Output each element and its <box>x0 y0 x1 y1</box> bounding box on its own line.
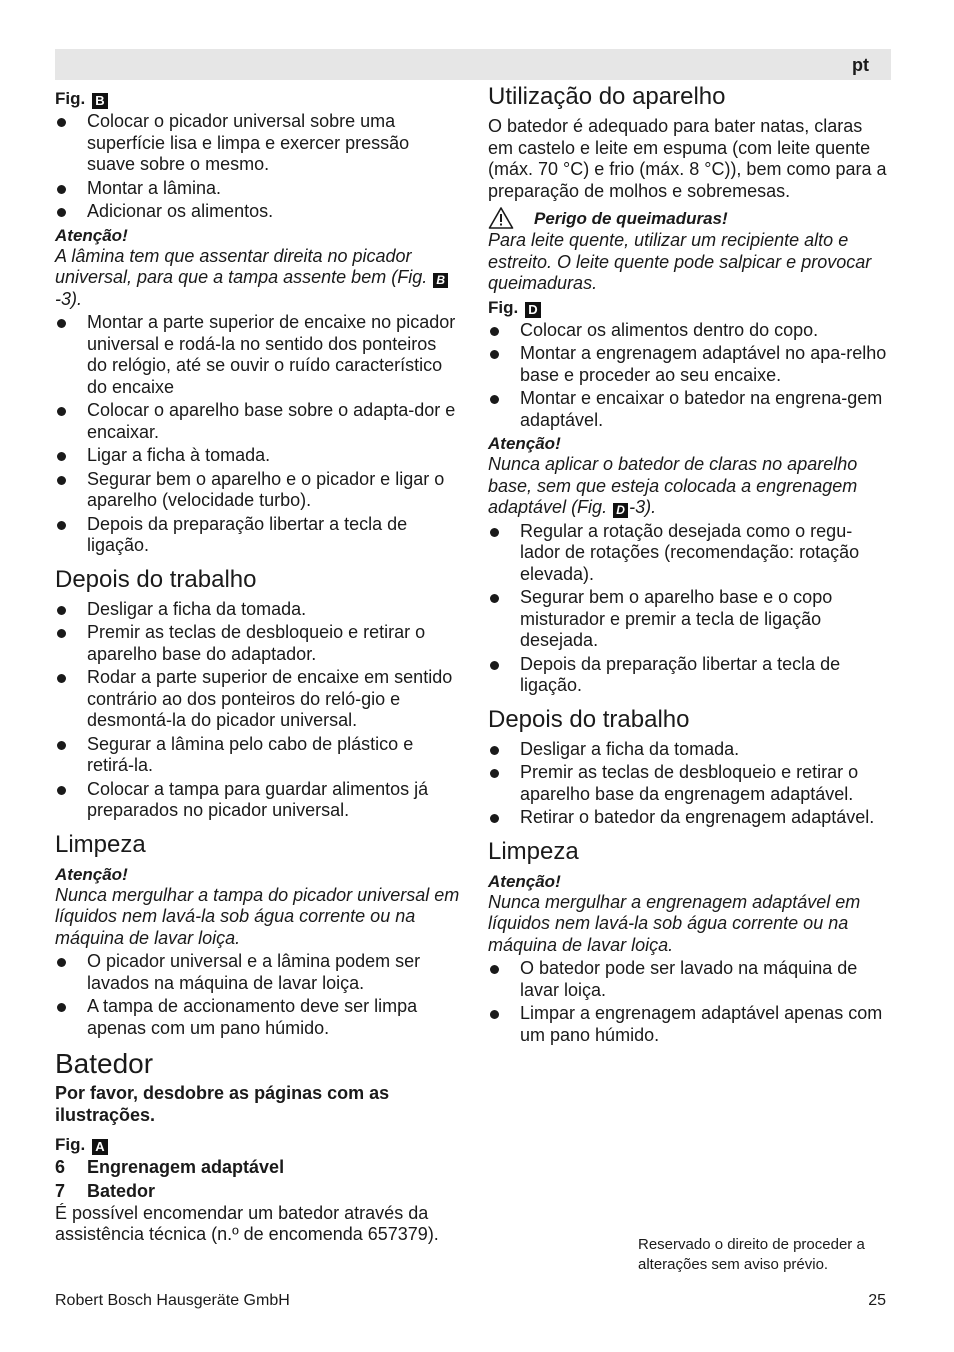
attention-heading: Atenção! <box>488 871 561 891</box>
list-item: Montar a engrenagem adaptável no apa-relho base e proceder ao seu encaixe. <box>488 343 890 386</box>
list-item: Limpar a engrenagem adaptável apenas com um pano húmido. <box>488 1003 890 1046</box>
list-item: Segurar bem o aparelho base e o copo misturador e premir a tecla de ligação desejada. <box>488 587 890 652</box>
figure-b-badge: B <box>433 273 448 288</box>
bullet-list <box>55 111 460 223</box>
unfold-note: Por favor, desdobre as páginas com as ilustrações. <box>55 1083 390 1125</box>
list-item: Premir as teclas de desbloqueio e retirar o aparelho base do adaptador. <box>55 622 460 665</box>
attention-text: A lâmina tem que assentar direita no picador universal, para que a tampa assente bem (Fig. B-3). <box>55 246 460 311</box>
list-item: Depois da preparação libertar a tecla de ligação. <box>55 514 460 557</box>
list-item: Montar a lâmina. <box>55 178 460 200</box>
list-item: Colocar o aparelho base sobre o adapta-dor e encaixar. <box>55 400 460 443</box>
list-item: Desligar a ficha da tomada. <box>55 599 460 621</box>
figure-reference-a: Fig. A <box>55 1134 460 1155</box>
list-item: Regular a rotação desejada como o regu-lador de rotações (recomendação: rotação elevada). <box>488 521 890 586</box>
part-item: 6 Engrenagem adaptável <box>55 1157 285 1177</box>
bullet-list <box>55 951 460 1039</box>
figure-b-badge: B <box>92 93 108 109</box>
attention-heading: Atenção! <box>55 864 128 884</box>
section-heading-cleaning: Limpeza <box>55 830 146 858</box>
attention-heading: Atenção! <box>488 434 561 453</box>
list-item: Montar a parte superior de encaixe no picador universal e rodá-la no sentido dos ponteiros do relógio, até se ouvir o ruído característico do encaixe <box>55 312 460 398</box>
figure-a-badge: A <box>92 1139 108 1155</box>
list-item: Desligar a ficha da tomada. <box>488 739 890 761</box>
page-number: 25 <box>868 1292 886 1309</box>
list-item: Depois da preparação libertar a tecla de ligação. <box>488 654 890 697</box>
header-bar <box>55 49 891 80</box>
bullet-list <box>55 312 460 557</box>
section-heading-after-work: Depois do trabalho <box>55 565 257 593</box>
attention-text: Nunca aplicar o batedor de claras no aparelho base, sem que esteja colocada a engrenagem adaptável (Fig. D -3). <box>488 454 858 517</box>
reservation-note: Reservado o direito de proceder a alterações sem aviso prévio. <box>638 1236 865 1273</box>
chapter-heading-batedor: Batedor <box>55 1048 154 1079</box>
usage-text: O batedor é adequado para bater natas, claras em castelo e leite em espuma (com leite quente (máx. 70 °C) e frio (máx. 8 °C)), bem como para a preparação de molhos e sobremesas. <box>488 116 887 201</box>
attention-text: Nunca mergulhar a engrenagem adaptável em líquidos nem lavá-la sob água corrente ou na máquina de lavar loiça. <box>488 891 861 955</box>
footer-company: Robert Bosch Hausgeräte GmbH <box>55 1292 290 1309</box>
bullet-list <box>55 599 460 822</box>
bullet-list <box>488 320 890 432</box>
attention-text: Nunca mergulhar a tampa do picador universal em líquidos nem lavá-la sob água corrente ou na máquina de lavar loiça. <box>55 884 460 948</box>
order-text: É possível encomendar um batedor através da assistência técnica (n.º de encomenda 657379). <box>55 1202 439 1244</box>
list-item: Premir as teclas de desbloqueio e retirar o aparelho base da engrenagem adaptável. <box>488 762 890 805</box>
language-code: pt <box>852 55 869 75</box>
part-item: 7 Batedor <box>55 1180 156 1201</box>
attention-heading: Atenção! <box>55 225 128 245</box>
left-column <box>55 86 460 1246</box>
list-item: O picador universal e a lâmina podem ser lavados na máquina de lavar loiça. <box>55 951 460 994</box>
section-heading-usage: Utilização do aparelho <box>488 83 726 110</box>
bullet-list <box>488 739 890 829</box>
section-heading-after-work: Depois do trabalho <box>488 705 690 733</box>
figure-d-badge: D <box>525 302 541 318</box>
bullet-list <box>488 958 890 1046</box>
list-item: Segurar a lâmina pelo cabo de plástico e retirá-la. <box>55 734 460 777</box>
list-item: Colocar o picador universal sobre uma superfície lisa e limpa e exercer pressão suave sobre o mesmo. <box>55 111 460 176</box>
list-item: Segurar bem o aparelho e o picador e ligar o aparelho (velocidade turbo). <box>55 469 460 512</box>
list-item: A tampa de accionamento deve ser limpa apenas com um pano húmido. <box>55 996 460 1039</box>
figure-reference-d: Fig. D <box>488 297 890 318</box>
figure-reference-b: Fig. B <box>55 88 460 109</box>
list-item: Montar e encaixar o batedor na engrena-gem adaptável. <box>488 388 890 431</box>
right-column <box>488 83 890 1048</box>
danger-heading: Perigo de queimaduras! <box>488 206 890 230</box>
list-item: Retirar o batedor da engrenagem adaptável. <box>488 807 890 829</box>
list-item: O batedor pode ser lavado na máquina de lavar loiça. <box>488 958 890 1001</box>
warning-triangle-icon <box>488 206 514 230</box>
list-item: Colocar os alimentos dentro do copo. <box>488 320 890 342</box>
list-item: Rodar a parte superior de encaixe em sentido contrário ao dos ponteiros do reló-gio e desmontá-la do picador universal. <box>55 667 460 732</box>
list-item: Colocar a tampa para guardar alimentos já preparados no picador universal. <box>55 779 460 822</box>
danger-text: Para leite quente, utilizar um recipiente alto e estreito. O leite quente pode salpicar e provocar queimaduras. <box>488 230 872 293</box>
figure-d-badge: D <box>613 503 628 518</box>
section-heading-cleaning: Limpeza <box>488 837 579 865</box>
list-item: Adicionar os alimentos. <box>55 201 460 223</box>
list-item: Ligar a ficha à tomada. <box>55 445 460 467</box>
bullet-list <box>488 521 890 697</box>
